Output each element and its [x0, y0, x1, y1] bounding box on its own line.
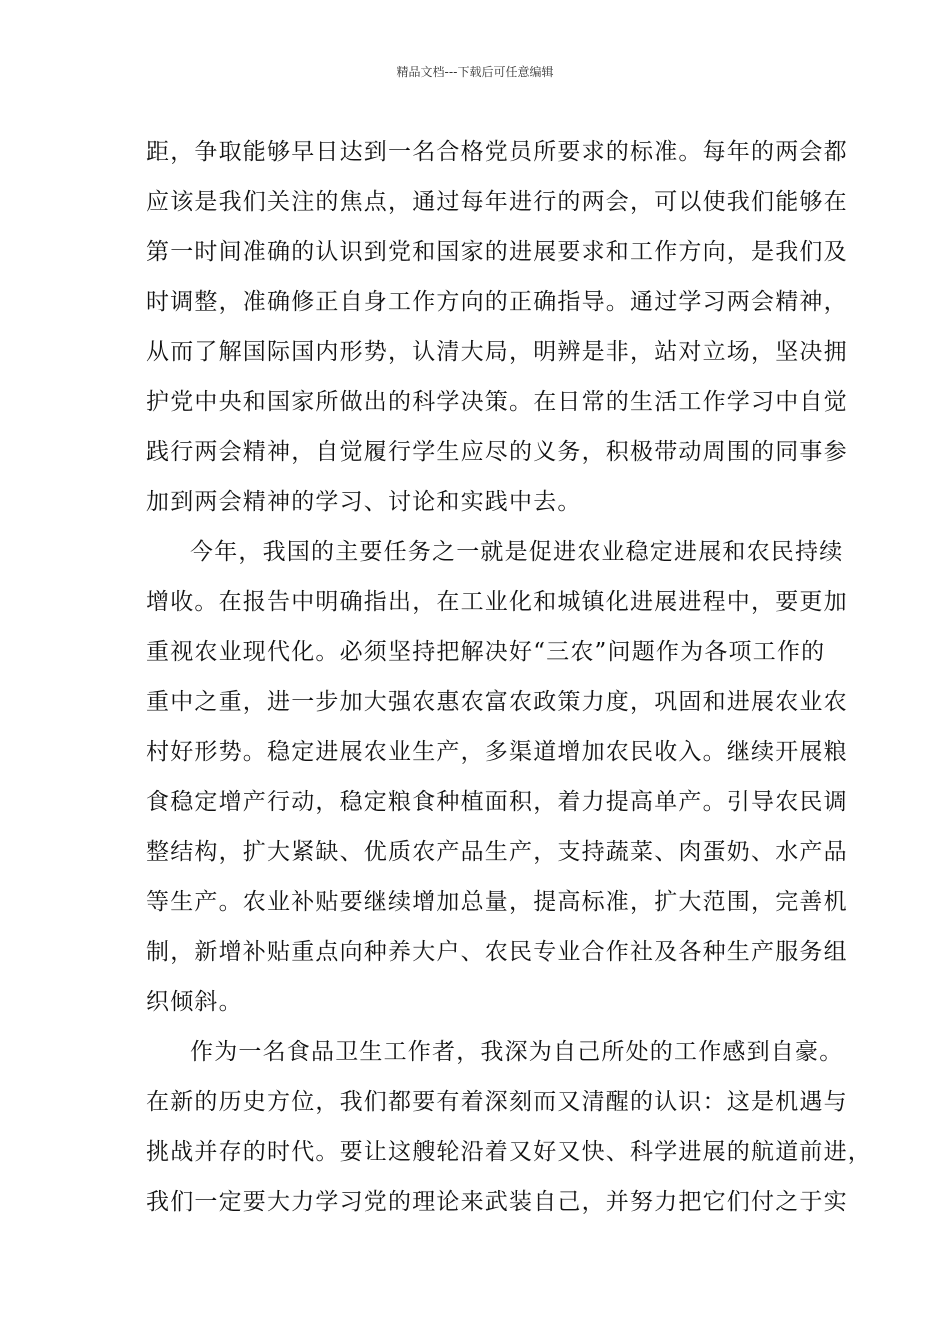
text-line: 加到两会精神的学习、讨论和实践中去。 — [146, 489, 582, 515]
text-line: 我们一定要大力学习党的理论来武装自己，并努力把它们付之于实 — [146, 1189, 848, 1215]
text-line: 增收。在报告中明确指出，在工业化和城镇化进展进程中，要更加 — [146, 589, 848, 615]
document-body — [146, 127, 872, 1227]
text-line: 应该是我们关注的焦点，通过每年进行的两会，可以使我们能够在 — [146, 189, 848, 215]
text-line: 距，争取能够早日达到一名合格党员所要求的标准。每年的两会都 — [146, 139, 848, 165]
text-line: 食稳定增产行动，稳定粮食种植面积，着力提高单产。引导农民调 — [146, 789, 848, 815]
text-line: 整结构，扩大紧缺、优质农产品生产，支持蔬菜、肉蛋奶、水产品 — [146, 839, 848, 865]
text-line: 从而了解国际国内形势，认清大局，明辨是非，站对立场，坚决拥 — [146, 339, 848, 365]
text-line: 等生产。农业补贴要继续增加总量，提高标准，扩大范围，完善机 — [146, 889, 848, 915]
text-line: 挑战并存的时代。要让这艘轮沿着又好又快、科学进展的航道前进， — [146, 1139, 872, 1165]
text-line: 村好形势。稳定进展农业生产，多渠道增加农民收入。继续开展粮 — [146, 739, 848, 765]
text-line: 织倾斜。 — [146, 989, 243, 1015]
text-line: 作为一名食品卫生工作者，我深为自己所处的工作感到自豪。 — [190, 1039, 844, 1065]
text-line: 今年，我国的主要任务之一就是促进农业稳定进展和农民持续 — [190, 539, 844, 565]
text-line: 重中之重，进一步加大强农惠农富农政策力度，巩固和进展农业农 — [146, 689, 848, 715]
text-line: 在新的历史方位，我们都要有着深刻而又清醒的认识：这是机遇与 — [146, 1089, 848, 1115]
text-line: 践行两会精神，自觉履行学生应尽的义务，积极带动周围的同事参 — [146, 439, 848, 465]
text-line: 重视农业现代化。必须坚持把解决好“三农”问题作为各项工作的 — [146, 639, 826, 665]
text-line: 制，新增补贴重点向种养大户、农民专业合作社及各种生产服务组 — [146, 939, 848, 965]
page-header: 精品文档---下载后可任意编辑 — [396, 65, 554, 79]
text-line: 护党中央和国家所做出的科学决策。在日常的生活工作学习中自觉 — [146, 389, 848, 415]
text-line: 第一时间准确的认识到党和国家的进展要求和工作方向，是我们及 — [146, 239, 848, 265]
text-line: 时调整，准确修正自身工作方向的正确指导。通过学习两会精神， — [146, 289, 848, 315]
